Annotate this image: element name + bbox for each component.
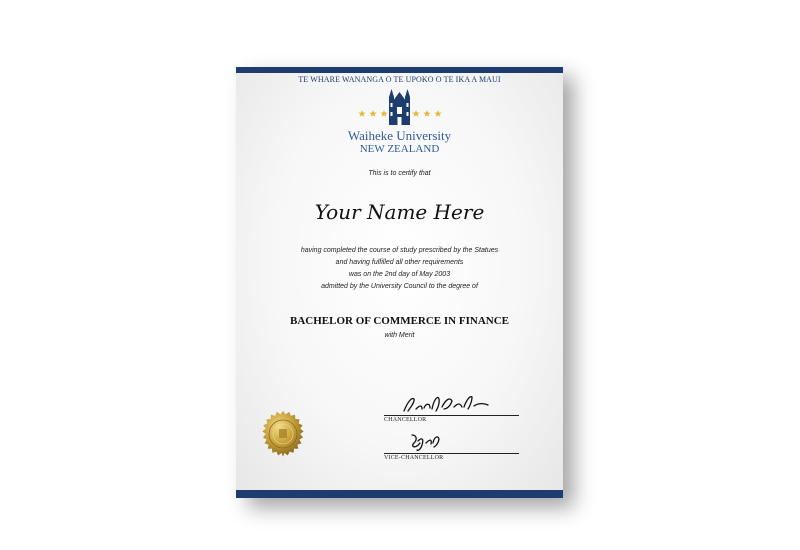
top-border-band [236, 67, 563, 73]
vice-chancellor-title: VICE-CHANCELLOR [384, 455, 444, 461]
vice-chancellor-signature-block [384, 431, 519, 461]
signature-line [384, 453, 519, 454]
chancellor-signature-block [384, 393, 519, 423]
certificate [236, 67, 563, 498]
certificate-body [236, 245, 563, 293]
chancellor-signature [384, 393, 519, 415]
body-line: and having fulfilled all other requirements [335, 259, 464, 266]
vice-chancellor-signature [384, 431, 519, 453]
university-name: Waiheke University [347, 128, 452, 143]
body-line: admitted by the University Council to the degree of [321, 283, 478, 290]
recipient-name: Your Name Here [314, 200, 485, 224]
signature-line [384, 415, 519, 416]
university-crest [236, 85, 563, 127]
chancellor-title: CHANCELLOR [384, 417, 427, 423]
university-country: NEW ZEALAND [359, 143, 440, 155]
maori-title: TE WHARE WANANGA O TE UPOKO O TE IKA A MAUI [298, 75, 501, 84]
gold-seal-icon [258, 410, 308, 460]
degree-title: BACHELOR OF COMMERCE IN FINANCE [290, 315, 509, 327]
body-line: was on the 2nd day of May 2003 [348, 271, 451, 278]
certify-line: This is to certify that [368, 170, 431, 177]
bottom-border-band [236, 490, 563, 498]
honours-line: with Merit [384, 332, 415, 339]
body-line: having completed the course of study prescribed by the Statues [300, 247, 499, 254]
